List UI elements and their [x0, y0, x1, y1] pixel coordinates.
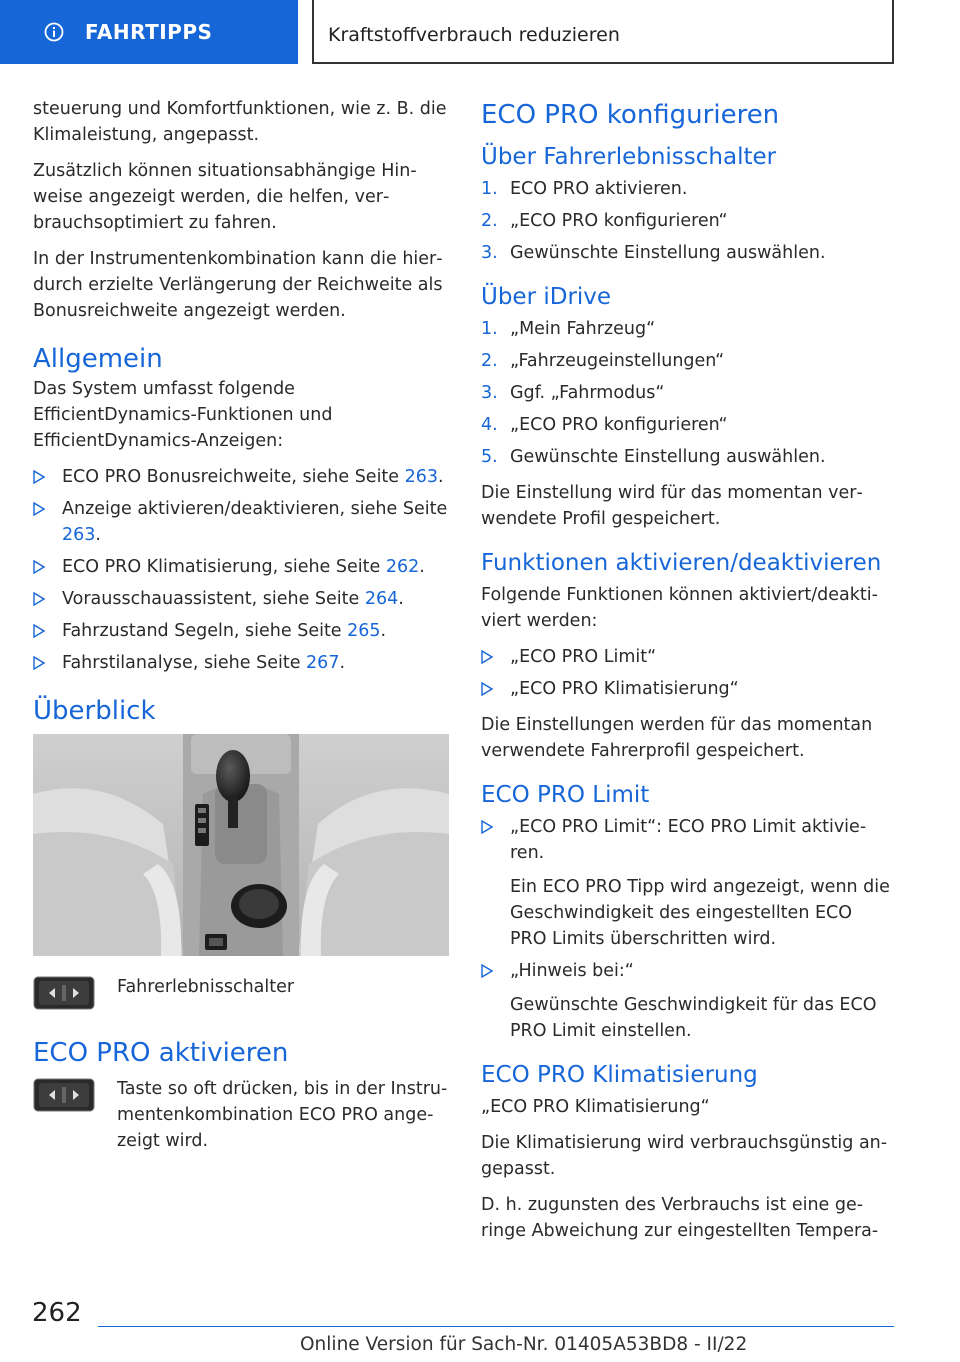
list-item: 3. Gewünschte Einstellung auswählen.	[481, 243, 826, 263]
list-item: „ECO PRO Klimatisierung“	[481, 676, 891, 702]
section-title-box	[312, 0, 894, 64]
driving-experience-switch-icon	[33, 1078, 95, 1112]
caption-row	[33, 974, 449, 1010]
heading-eco-pro-konfigurieren: ECO PRO konfigurieren	[481, 100, 780, 130]
right-column	[481, 96, 891, 1254]
triangle-bullet-icon	[481, 964, 493, 978]
page-link[interactable]: 263	[62, 525, 96, 545]
intro-paragraph-2: Zusätzlich können situationsabhängige Hinweise angezeigt werden, die helfen, verbrauchsoptimiert zu fahren.	[33, 161, 417, 233]
funktionen-list	[481, 644, 891, 702]
section-title: Kraftstoffverbrauch reduzieren	[328, 24, 620, 46]
klima-paragraph-2: D. h. zugunsten des Verbrauchs ist eine geringe Abweichung zur eingestellten Tempera-	[481, 1195, 879, 1241]
heading-funktionen: Funktionen aktivieren/deaktivieren	[481, 550, 882, 576]
heading-ueber-fahrerlebnisschalter: Über Fahrerlebnisschalter	[481, 144, 777, 170]
heading-ueberblick: Überblick	[33, 696, 156, 726]
chapter-tab[interactable]	[0, 0, 298, 64]
list-item: ECO PRO Klimatisierung, siehe Seite 262.	[33, 554, 449, 580]
triangle-bullet-icon	[481, 682, 493, 696]
triangle-bullet-icon	[33, 624, 45, 638]
triangle-bullet-icon	[33, 656, 45, 670]
activation-row	[33, 1076, 449, 1154]
funktionen-note: Die Einstellungen werden für das momentan verwendete Fahrerprofil gespeichert.	[481, 715, 873, 761]
center-console-photo	[33, 734, 449, 956]
triangle-bullet-icon	[481, 820, 493, 834]
page-link[interactable]: 263	[404, 467, 439, 487]
left-column	[33, 96, 449, 1162]
list-item: 5. Gewünschte Einstellung auswählen.	[481, 447, 826, 467]
list-item: Vorausschauassistent, siehe Seite 264.	[33, 586, 449, 612]
list-item: 2. „ECO PRO konfigurieren“	[481, 211, 728, 231]
list-item: 2. „Fahrzeugeinstellungen“	[481, 351, 725, 371]
function-list	[33, 464, 449, 676]
heading-eco-pro-aktivieren: ECO PRO aktivieren	[33, 1038, 289, 1068]
heading-eco-pro-limit: ECO PRO Limit	[481, 782, 650, 808]
heading-allgemein: Allgemein	[33, 344, 163, 374]
footer-version-text: Online Version für Sach-Nr. 01405A53BD8 - II/22	[300, 1334, 748, 1355]
info-icon	[44, 22, 64, 42]
heading-ueber-idrive: Über iDrive	[481, 284, 612, 310]
list-item: 1. ECO PRO aktivieren.	[481, 179, 688, 199]
triangle-bullet-icon	[33, 470, 45, 484]
intro-paragraph-1: steuerung und Komfortfunktionen, wie z. B. die Klimaleistung, angepasst.	[33, 99, 447, 145]
driving-experience-switch-icon	[33, 976, 95, 1010]
page-number: 262	[32, 1298, 82, 1328]
klima-line: „ECO PRO Klimatisierung“	[481, 1097, 710, 1117]
photo-caption: Fahrerlebnisschalter	[117, 977, 295, 997]
list-item: 3. Ggf. „Fahrmodus“	[481, 383, 665, 403]
funktionen-text: Folgende Funktionen können aktiviert/deaktiviert werden:	[481, 585, 878, 631]
steps-idrive	[481, 316, 891, 470]
page-link[interactable]: 267	[306, 653, 340, 673]
steps-switch	[481, 176, 891, 266]
intro-paragraph-3: In der Instrumentenkombination kann die hierdurch erzielte Verlängerung der Reichweite als Bonusreichweite angezeigt werden.	[33, 249, 443, 321]
list-item: ECO PRO Bonusreichweite, siehe Seite 263.	[33, 464, 449, 490]
list-item: Fahrzustand Segeln, siehe Seite 265.	[33, 618, 449, 644]
page-link[interactable]: 264	[364, 589, 399, 609]
list-item: „Hinweis bei:“ Gewünschte Geschwindigkeit für das ECO PRO Limit einstellen.	[481, 958, 891, 1044]
heading-eco-pro-klimatisierung: ECO PRO Klimatisierung	[481, 1062, 758, 1088]
activation-text: Taste so oft drücken, bis in der Instrumentenkombination ECO PRO angezeigt wird.	[117, 1079, 448, 1151]
triangle-bullet-icon	[33, 560, 45, 574]
chapter-tab-label: FAHRTIPPS	[85, 20, 213, 44]
list-item: 4. „ECO PRO konfigurieren“	[481, 415, 728, 435]
idrive-note: Die Einstellung wird für das momentan verwendete Profil gespeichert.	[481, 483, 863, 529]
allgemein-text: Das System umfasst folgende EfficientDynamics-Funktionen und EfficientDynamics-Anzeigen:	[33, 379, 333, 451]
triangle-bullet-icon	[33, 502, 45, 516]
limit-list	[481, 814, 891, 1044]
list-item: 1. „Mein Fahrzeug“	[481, 319, 656, 339]
klima-paragraph-1: Die Klimatisierung wird verbrauchsgünstig angepasst.	[481, 1133, 888, 1179]
triangle-bullet-icon	[33, 592, 45, 606]
list-item: „ECO PRO Limit“	[481, 644, 891, 670]
footer-divider	[98, 1326, 894, 1327]
list-item: Anzeige aktivieren/deaktivieren, siehe Seite 263.	[33, 496, 449, 548]
page-link[interactable]: 265	[347, 621, 381, 641]
list-item: „ECO PRO Limit“: ECO PRO Limit aktivieren. Ein ECO PRO Tipp wird angezeigt, wenn die Geschwindigkeit des eingestellten ECO PRO Limits überschritten wird.	[481, 814, 891, 952]
list-item: Fahrstilanalyse, siehe Seite 267.	[33, 650, 449, 676]
triangle-bullet-icon	[481, 650, 493, 664]
page-link[interactable]: 262	[385, 557, 420, 577]
